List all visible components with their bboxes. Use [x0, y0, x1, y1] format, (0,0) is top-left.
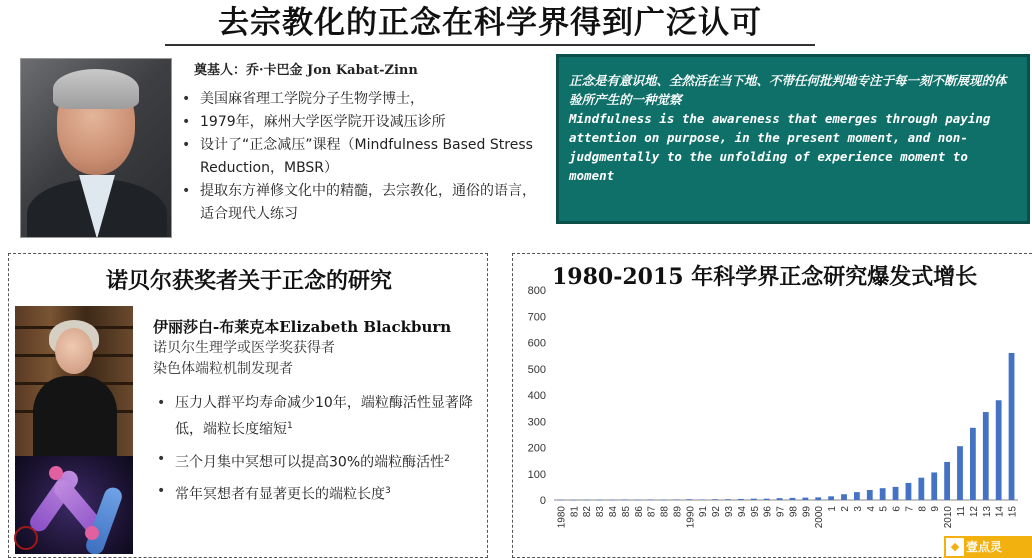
bar	[1009, 353, 1015, 500]
bar	[957, 446, 963, 500]
x-tick-label: 13	[981, 506, 993, 518]
blackburn-discovery: 染色体端粒机制发现者	[153, 361, 293, 377]
x-tick-label: 86	[633, 506, 645, 518]
research-growth-chart	[512, 280, 1032, 558]
bar	[970, 428, 976, 500]
bar	[686, 499, 692, 500]
x-tick-label: 98	[788, 506, 800, 518]
bar	[841, 494, 847, 500]
bar	[622, 499, 628, 500]
x-tick-label: 11	[956, 506, 967, 517]
x-tick-label: 2010	[943, 506, 955, 529]
x-tick-label: 9	[930, 506, 942, 512]
list-item: • 1979年，麻州大学医学院开设减压诊所	[178, 111, 548, 134]
list-item: • 压力人群平均寿命减少10年，端粒酶活性显著降低，端粒长度缩短$^1$	[153, 392, 493, 442]
bar	[596, 500, 602, 501]
chart-title: 1980-2015 年科学界正念研究爆发式增长	[552, 264, 978, 290]
x-tick-label: 91	[698, 506, 710, 518]
bar	[906, 483, 912, 500]
x-tick-label: 85	[620, 506, 632, 518]
nobel-panel	[8, 253, 488, 558]
x-tick-label: 14	[994, 506, 1006, 518]
x-tick-label: 81	[569, 506, 581, 518]
blackburn-name: 伊丽莎白-布莱克本Elizabeth Blackburn	[153, 318, 452, 336]
y-tick-label: 200	[527, 442, 546, 455]
x-tick-label: 99	[801, 506, 813, 518]
bar	[815, 497, 821, 500]
list-item: • 设计了“正念减压”课程（Mindfulness Based Stress Reduction，MBSR）	[178, 134, 548, 180]
bar	[790, 498, 796, 500]
bar	[738, 499, 744, 500]
bar	[918, 478, 924, 500]
y-tick-label: 800	[527, 285, 546, 297]
bar	[880, 488, 886, 500]
y-tick-label: 300	[527, 416, 546, 429]
x-tick-label: 84	[608, 506, 619, 518]
x-tick-label: 15	[1007, 506, 1019, 518]
y-tick-label: 600	[527, 337, 546, 350]
x-tick-label: 97	[775, 506, 787, 518]
university-logo	[14, 522, 154, 556]
x-tick-label: 7	[904, 506, 916, 512]
list-item: • 美国麻省理工学院分子生物学博士，	[178, 88, 548, 111]
x-tick-label: 89	[672, 506, 684, 518]
definition-zh: 正念是有意识地、全然活在当下地、不带任何批判地专注于每一刻不断展现的体验所产生的一种觉察	[569, 73, 1007, 107]
kabat-zinn-photo	[20, 58, 172, 238]
page-title: 去宗教化的正念在科学界得到广泛认可	[165, 2, 815, 46]
x-tick-label: 87	[646, 506, 658, 518]
bar	[699, 499, 705, 500]
brand-name: 壹点灵	[966, 540, 1003, 554]
y-tick-label: 500	[527, 363, 546, 376]
list-item: • 三个月集中冥想可以提高30%的端粒酶活性$^2$	[153, 448, 493, 475]
bar	[648, 499, 654, 500]
definition-en: Mindfulness is the awareness that emerges through paying attention on purpose, in the present moment, and non-judgmentally to the unfolding of experience moment to moment	[569, 111, 991, 183]
bar	[674, 499, 680, 500]
x-tick-label: 1990	[685, 506, 697, 529]
mindfulness-definition-box	[556, 54, 1030, 224]
founder-points	[178, 88, 548, 226]
y-tick-label: 0	[539, 495, 546, 507]
blackburn-award: 诺贝尔生理学或医学奖获得者	[153, 340, 335, 356]
x-tick-label: 2	[840, 506, 851, 512]
x-tick-label: 2000	[814, 506, 826, 529]
bar	[712, 499, 718, 500]
x-tick-label: 12	[968, 506, 980, 518]
bar	[944, 462, 950, 500]
bar	[583, 500, 589, 501]
nobel-points	[153, 392, 493, 507]
x-tick-label: 1	[827, 506, 839, 512]
blackburn-photo	[15, 306, 133, 456]
founder-name: 奠基人：乔·卡巴金 Jon Kabat-Zinn	[194, 63, 418, 78]
list-item: • 提取东方禅修文化中的精髓，去宗教化，通俗的语言，适合现代人练习	[178, 180, 548, 226]
bar	[570, 500, 576, 501]
x-tick-label: 94	[736, 506, 748, 518]
brand-logo	[944, 536, 1032, 558]
x-tick-label: 92	[711, 506, 723, 518]
bar	[751, 499, 757, 500]
bar	[983, 412, 989, 500]
y-tick-label: 400	[527, 390, 546, 402]
bar	[558, 500, 564, 501]
x-tick-label: 3	[852, 506, 864, 512]
x-tick-label: 96	[762, 506, 774, 518]
bar	[802, 498, 808, 500]
brand-mark-icon: ◆	[946, 538, 964, 556]
bar	[777, 498, 783, 500]
bar	[725, 499, 731, 500]
x-tick-label: 1980	[556, 506, 568, 529]
blackburn-section	[153, 316, 493, 513]
bar	[867, 490, 873, 500]
x-tick-label: 82	[582, 506, 594, 518]
bar	[764, 499, 770, 500]
bar	[931, 472, 937, 500]
list-item: • 常年冥想者有显著更长的端粒长度$^3$	[153, 480, 493, 507]
nobel-title: 诺贝尔获奖者关于正念的研究	[105, 268, 392, 294]
x-tick-label: 6	[891, 506, 903, 512]
founder-section	[178, 60, 548, 226]
bar	[893, 487, 899, 500]
x-tick-label: 4	[865, 506, 877, 512]
x-tick-label: 88	[659, 506, 671, 518]
bar	[661, 500, 667, 501]
y-tick-label: 700	[527, 311, 546, 324]
bar	[854, 492, 860, 500]
y-tick-label: 100	[527, 468, 546, 481]
bar	[996, 400, 1002, 500]
x-tick-label: 5	[878, 506, 890, 512]
bar	[609, 500, 615, 501]
x-tick-label: 8	[917, 506, 929, 512]
bar	[635, 500, 641, 501]
x-tick-label: 95	[749, 506, 761, 518]
x-tick-label: 83	[595, 506, 607, 518]
x-tick-label: 93	[724, 506, 735, 518]
bar	[828, 496, 834, 500]
